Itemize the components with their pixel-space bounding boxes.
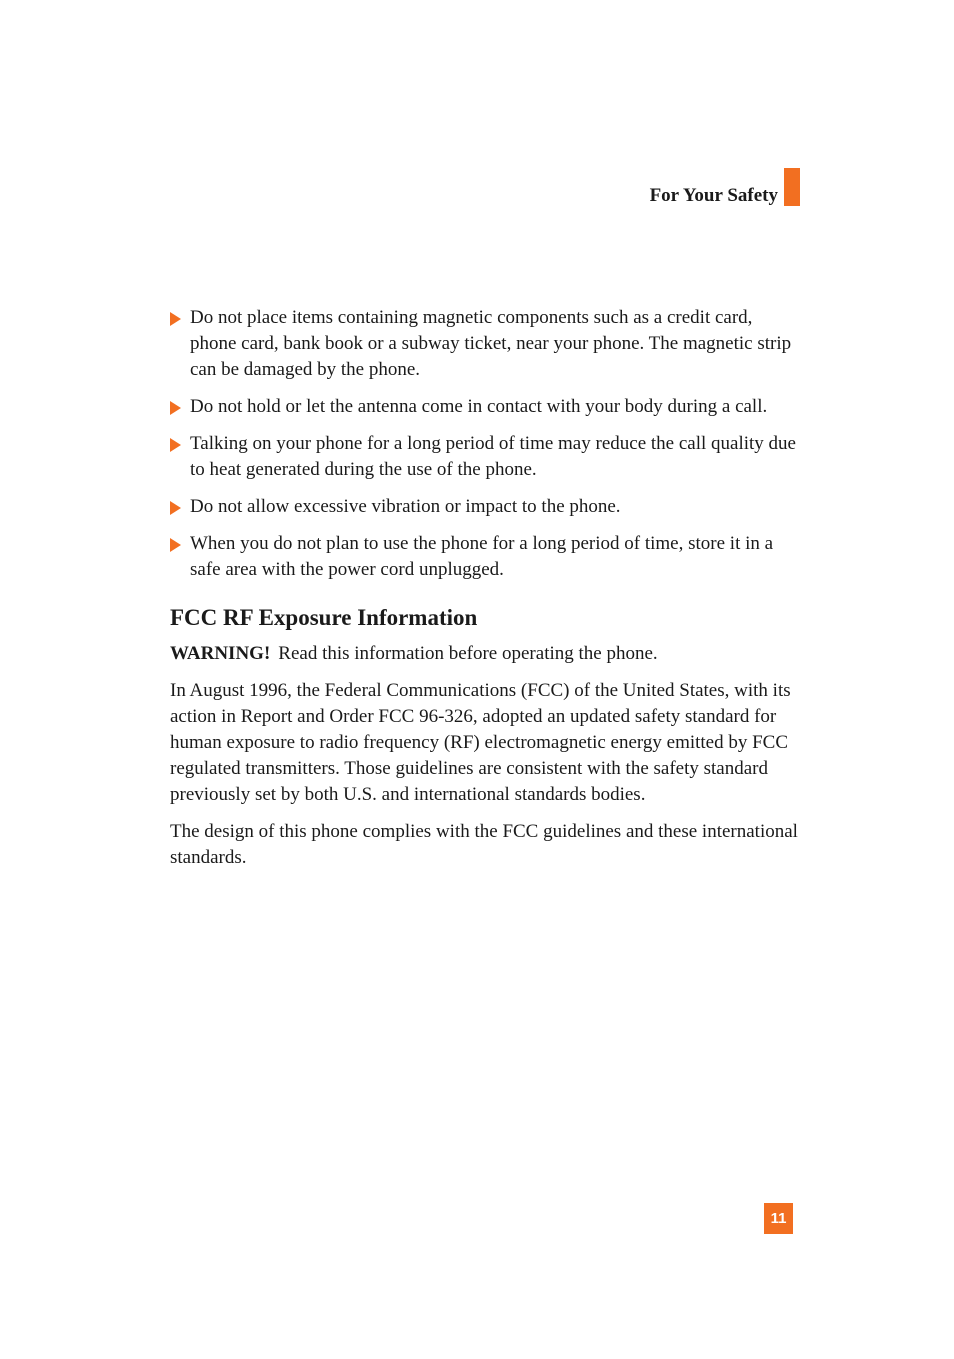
bullet-item (170, 305, 800, 383)
page-number: 11 (764, 1203, 793, 1234)
triangle-bullet-icon (170, 401, 181, 415)
section-tab-marker (784, 168, 800, 206)
warning-text: Read this information before operating the phone. (278, 643, 658, 664)
triangle-bullet-icon (170, 501, 181, 515)
section-title: For Your Safety (649, 185, 778, 206)
warning-label: WARNING! (170, 643, 271, 664)
section-heading: FCC RF Exposure Information (170, 605, 478, 630)
bullet-text: Talking on your phone for a long period of time may reduce the call quality due to heat generated during the use of the phone. (190, 433, 796, 480)
page-content (170, 305, 800, 882)
bullet-text: Do not allow excessive vibration or impact to the phone. (190, 496, 621, 517)
triangle-bullet-icon (170, 312, 181, 326)
bullet-item (170, 494, 800, 520)
body-paragraph: The design of this phone complies with the FCC guidelines and these international standards. (170, 821, 798, 868)
page-header (650, 168, 800, 206)
bullet-text: Do not place items containing magnetic components such as a credit card, phone card, bank book or a subway ticket, near your phone. The magnetic strip can be damaged by the phone. (190, 307, 792, 380)
bullet-item (170, 394, 800, 420)
warning-paragraph (170, 641, 800, 667)
triangle-bullet-icon (170, 538, 181, 552)
bullet-item (170, 531, 800, 583)
body-paragraph: In August 1996, the Federal Communications (FCC) of the United States, with its action in Report and Order FCC 96-326, adopted an updated safety standard for human exposure to radio frequency (RF) electromagnetic energy emitted by FCC regulated transmitters. Those guidelines are consistent with the safety standard previously set by both U.S. and international standards bodies. (170, 680, 791, 805)
bullet-text: When you do not plan to use the phone for a long period of time, store it in a safe area with the power cord unplugged. (190, 533, 774, 580)
safety-bullet-list (170, 305, 800, 583)
bullet-item (170, 431, 800, 483)
triangle-bullet-icon (170, 438, 181, 452)
bullet-text: Do not hold or let the antenna come in contact with your body during a call. (190, 396, 768, 417)
